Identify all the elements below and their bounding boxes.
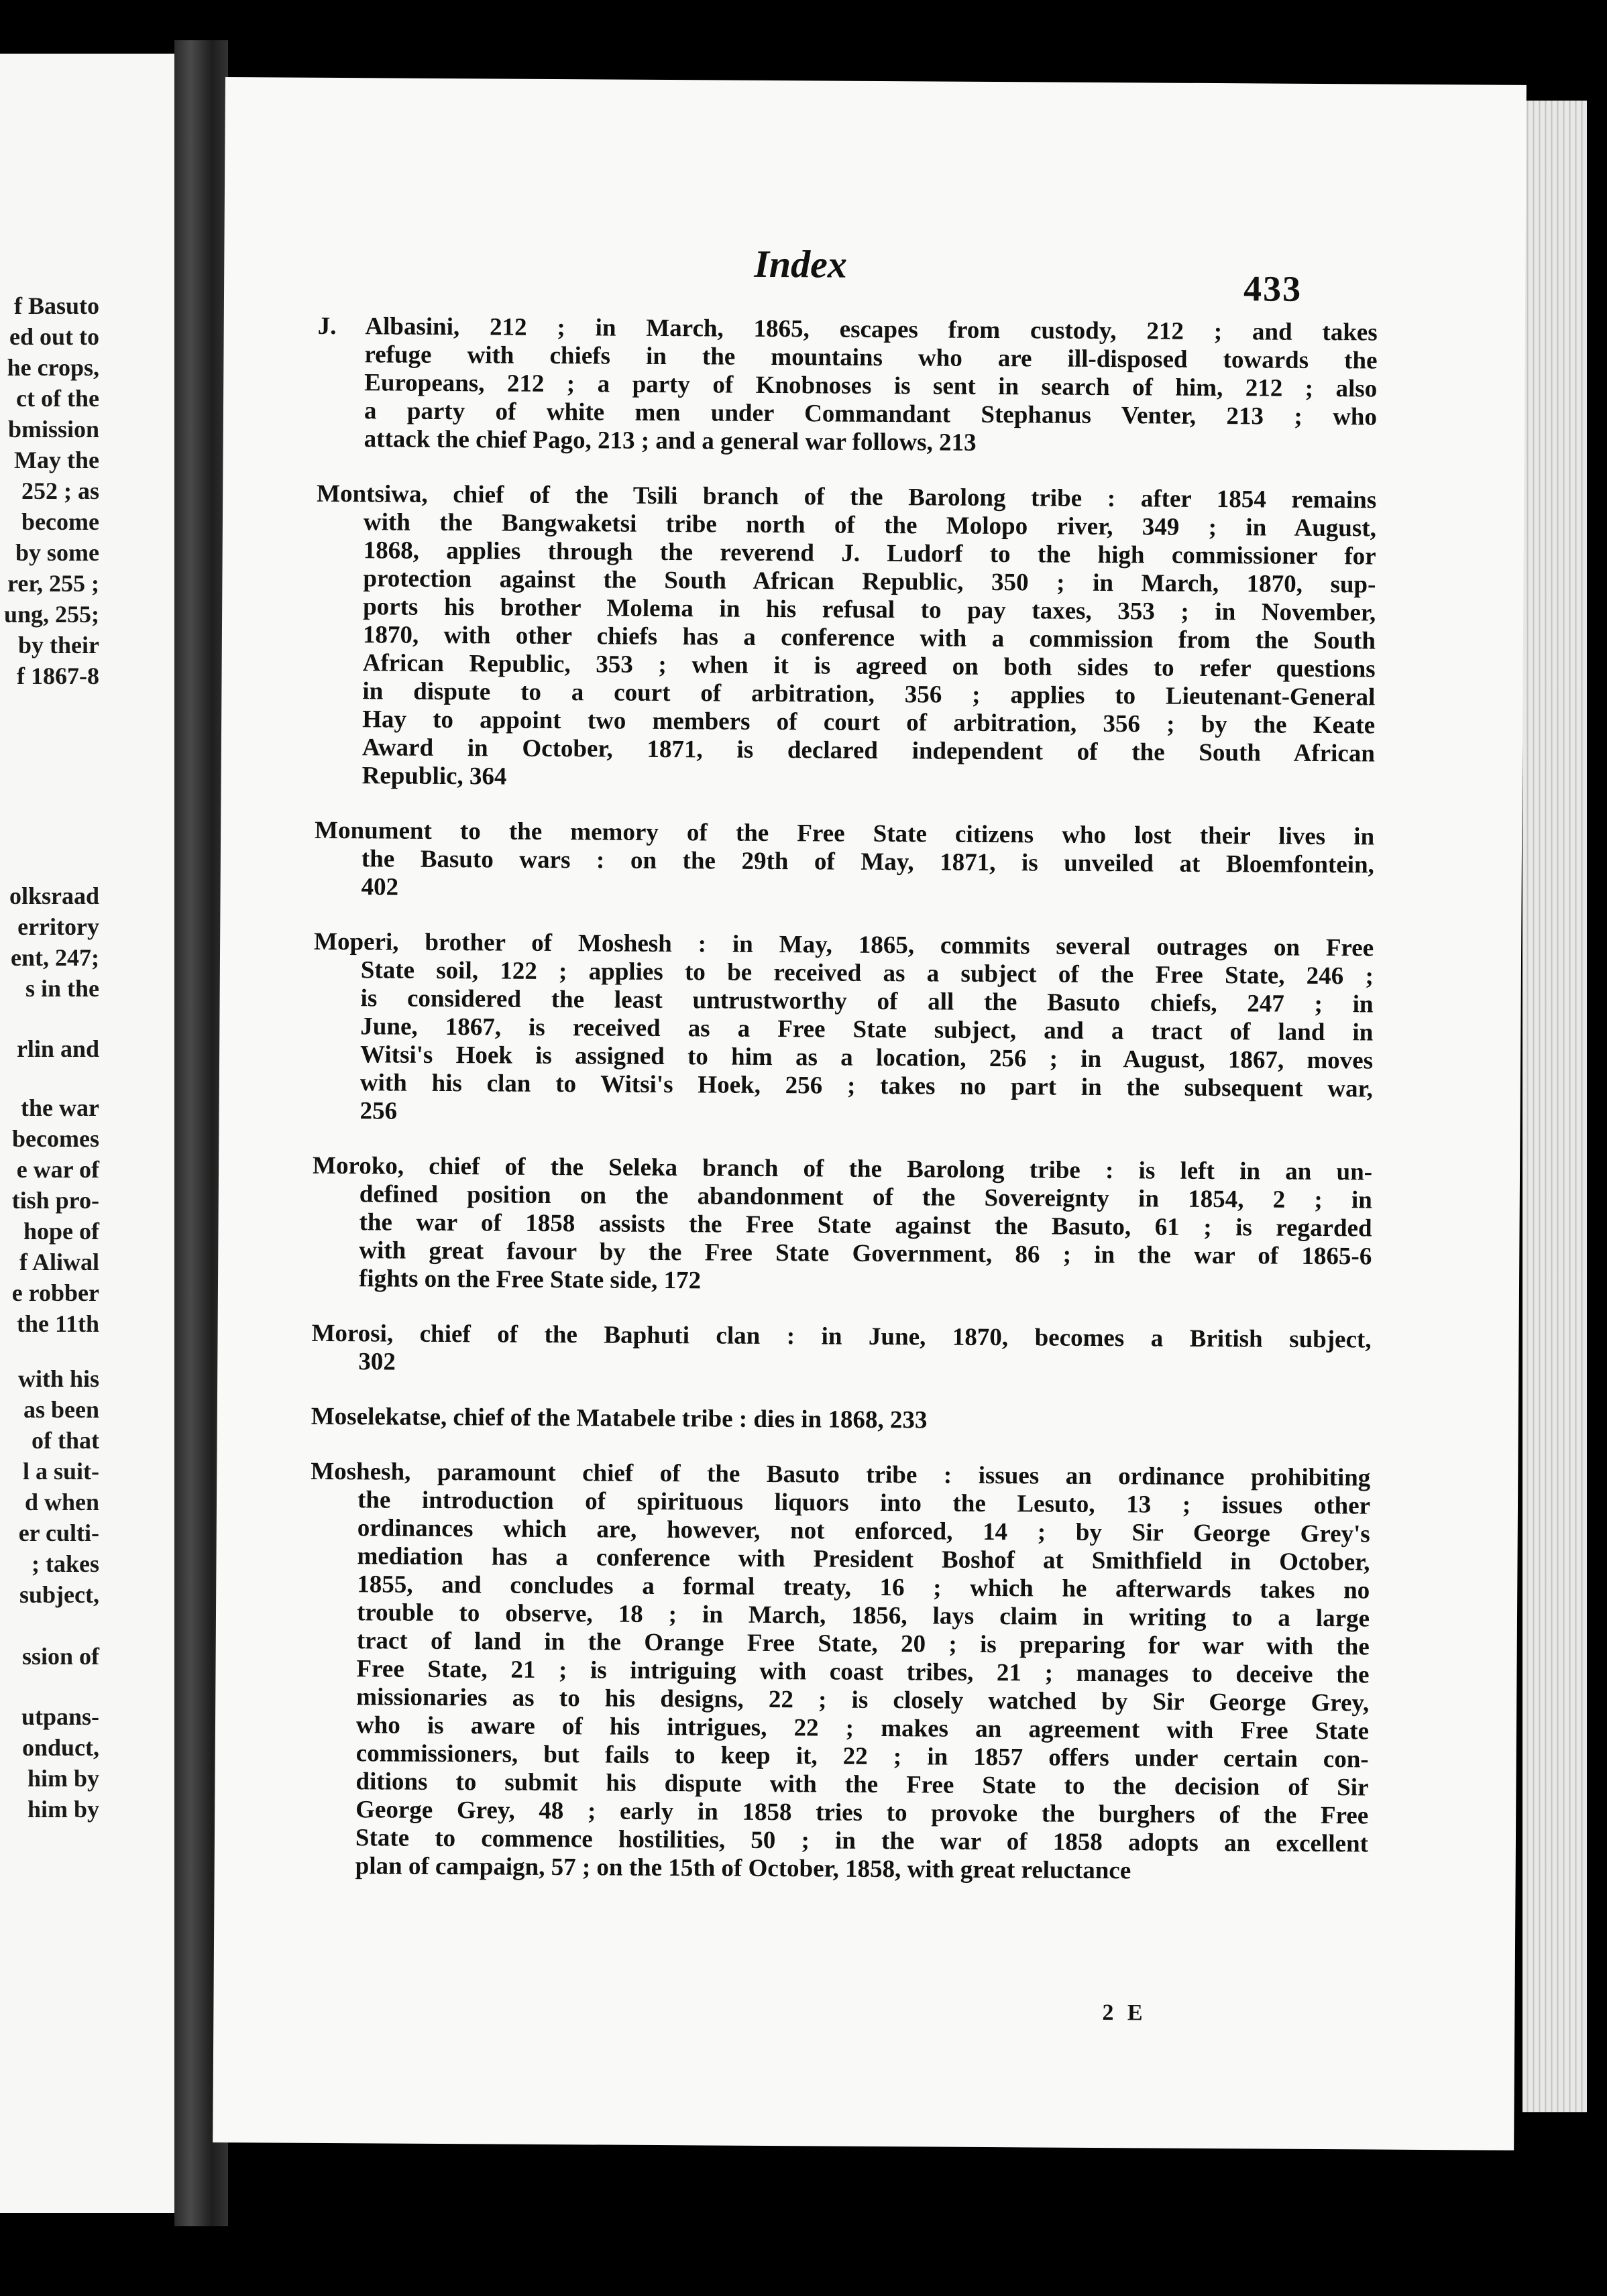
index-entry-line: protection against the South African Republic, 350 ; in March, 1870, sup- <box>363 565 1376 599</box>
page-number: 433 <box>1243 268 1303 309</box>
index-entry-line: State to commence hostilities, 50 ; in the war of 1858 adopts an excellent <box>355 1824 1369 1858</box>
index-entry-line: refuge with chiefs in the mountains who are ill-disposed towards the <box>364 341 1378 375</box>
index-entry-line: the war of 1858 assists the Free State against the Basuto, 61 ; is regarded <box>359 1208 1372 1243</box>
index-entry-line: the Basuto wars : on the 29th of May, 1871, is unveiled at Bloemfontein, <box>361 845 1374 879</box>
previous-page-line: e war of <box>16 1156 99 1183</box>
index-entry-heading-line: Moselekatse, chief of the Matabele tribe : dies in 1868, 233 <box>311 1402 928 1434</box>
index-entry-line: African Republic, 353 ; when it is agreed on both sides to refer questions <box>362 649 1376 683</box>
index-entry-line: is considered the least untrustworthy of all the Basuto chiefs, 247 ; in <box>360 984 1374 1019</box>
previous-page-line: rer, 255 ; <box>7 570 99 597</box>
index-entry-heading-line: Moshesh, paramount chief of the Basuto tribe : issues an ordinance prohibiting <box>311 1457 1371 1492</box>
index-entry-heading-line: Morosi, chief of the Baphuti clan : in June, 1870, becomes a British subject, <box>311 1319 1372 1354</box>
index-entry-line: Award in October, 1871, is declared independent of the South African <box>362 734 1375 768</box>
previous-page-fragment <box>0 54 174 2213</box>
previous-page-line: become <box>21 508 99 535</box>
previous-page-line: s in the <box>25 975 99 1002</box>
index-entry-moshesh <box>309 1458 1371 1887</box>
index-entry-heading-line: Moroko, chief of the Seleka branch of the Barolong tribe : is left in an un- <box>312 1151 1373 1186</box>
previous-page-line: d when <box>24 1489 99 1515</box>
previous-page-line: as been <box>23 1396 99 1423</box>
index-entry-line: 1868, applies through the reverend J. Ludorf to the high commissioner for <box>363 536 1376 571</box>
previous-page-line: he crops, <box>7 354 99 381</box>
index-entry-line: 256 <box>359 1097 398 1125</box>
signature-mark: 2 E <box>1102 2000 1147 2026</box>
previous-page-line: ent, 247; <box>11 944 99 971</box>
previous-page-line: f Basuto <box>13 292 99 319</box>
previous-page-line: ; takes <box>32 1550 99 1577</box>
previous-page-line: bmission <box>7 416 99 443</box>
index-entry-line: plan of campaign, 57 ; on the 15th of October, 1858, with great reluctance <box>355 1852 1131 1885</box>
index-entry-line: fights on the Free State side, 172 <box>358 1265 702 1295</box>
index-entry-montsiwa <box>315 480 1377 797</box>
index-entry-line: 1870, with other chiefs has a conference with a commission from the South <box>362 621 1376 655</box>
index-entry-line: with great favour by the Free State Government, 86 ; in the war of 1865-6 <box>359 1237 1372 1271</box>
index-entry-monument <box>314 817 1374 908</box>
previous-page-line: 252 ; as <box>21 477 99 504</box>
previous-page-line: utpans- <box>21 1703 99 1730</box>
previous-page-line: with his <box>17 1365 99 1392</box>
index-entry-line: Europeans, 212 ; a party of Knobnoses is sent in search of him, 212 ; also <box>364 369 1378 403</box>
previous-page-line: him by <box>27 1765 99 1792</box>
index-entry-heading-line: Montsiwa, chief of the Tsili branch of the Barolong tribe : after 1854 remains <box>317 479 1377 514</box>
index-entry-line: in dispute to a court of arbitration, 356 ; applies to Lieutenant-General <box>362 677 1376 711</box>
index-entry-line: 402 <box>361 873 399 901</box>
index-entry-heading-line: Moperi, brother of Moshesh : in May, 1865, commits several outrages on Free <box>314 927 1374 962</box>
index-entry-line: mediation has a conference with President Boshof at Smithfield in October, <box>357 1542 1370 1576</box>
index-entry-heading-line: J. Albasini, 212 ; in March, 1865, escapes from custody, 212 ; and takes <box>317 312 1378 347</box>
previous-page-line: er culti- <box>18 1519 99 1546</box>
index-entry-line: State soil, 122 ; applies to be received as a subject of the Free State, 246 ; <box>360 956 1374 990</box>
previous-page-line: f Aliwal <box>19 1249 99 1275</box>
previous-page-line: him by <box>27 1796 99 1823</box>
previous-page-line: the war <box>21 1094 99 1121</box>
index-entry-line: commissioners, but fails to keep it, 22 ; in 1857 offers under certain con- <box>355 1739 1369 1774</box>
previous-page-line: f 1867-8 <box>17 663 99 689</box>
previous-page-line: hope of <box>23 1218 99 1245</box>
index-entry-line: trouble to observe, 18 ; in March, 1856, lays claim in writing to a large <box>356 1599 1370 1633</box>
previous-page-line: of that <box>32 1427 99 1454</box>
index-entry-line: 302 <box>358 1348 396 1376</box>
page-header-title: Index <box>754 241 848 286</box>
previous-page-line: tish pro- <box>11 1187 99 1214</box>
index-entry-line: ports his brother Molema in his refusal to pay taxes, 353 ; in November, <box>363 593 1376 627</box>
previous-page-line: ct of the <box>16 385 99 412</box>
index-entry-line: ditions to submit his dispute with the Free State to the decision of Sir <box>355 1768 1369 1802</box>
previous-page-line: subject, <box>19 1581 99 1608</box>
index-entry-heading-line: Monument to the memory of the Free State citizens who lost their lives in <box>315 816 1375 851</box>
previous-page-line: olksraad <box>9 882 99 909</box>
previous-page-line: erritory <box>17 913 99 940</box>
previous-page-line: e robber <box>11 1279 99 1306</box>
index-entry-line: the introduction of spirituous liquors into the Lesuto, 13 ; issues other <box>357 1486 1371 1520</box>
index-entries <box>308 312 1377 1914</box>
previous-page-line: ung, 255; <box>3 601 99 628</box>
index-entry-morosi <box>311 1320 1371 1383</box>
index-entry-albasini-continued <box>317 312 1378 460</box>
index-page <box>213 77 1527 2150</box>
index-entry-line: Witsi's Hoek is assigned to him as a location, 256 ; in August, 1867, moves <box>359 1041 1374 1075</box>
previous-page-line: the 11th <box>16 1310 99 1337</box>
index-entry-line: defined position on the abandonment of the Sovereignty in 1854, 2 ; in <box>359 1180 1372 1214</box>
previous-page-line: rlin and <box>16 1035 99 1062</box>
previous-page-line: by their <box>18 632 99 658</box>
index-entry-line: 1855, and concludes a formal treaty, 16 ; which he afterwards takes no <box>357 1570 1370 1605</box>
previous-page-line: by some <box>15 539 99 566</box>
page-edges <box>1522 101 1587 2112</box>
index-entry-line: June, 1867, is received as a Free State subject, and a tract of land in <box>360 1013 1374 1047</box>
previous-page-line: l a suit- <box>22 1458 99 1485</box>
previous-page-line: May the <box>14 447 99 473</box>
index-entry-line: George Grey, 48 ; early in 1858 tries to provoke the burghers of the Free <box>355 1796 1369 1830</box>
index-entry-line: who is aware of his intrigues, 22 ; makes an agreement with Free State <box>355 1711 1370 1745</box>
previous-page-line: becomes <box>12 1125 99 1152</box>
index-entry-line: a party of white men under Commandant Stephanus Venter, 213 ; who <box>364 397 1378 431</box>
index-entry-line: missionaries as to his designs, 22 ; is closely watched by Sir George Grey, <box>356 1683 1370 1717</box>
index-entry-line: Free State, 21 ; is intriguing with coast tribes, 21 ; manages to deceive the <box>356 1655 1370 1689</box>
index-entry-line: ordinances which are, however, not enforced, 14 ; by Sir George Grey's <box>357 1514 1370 1548</box>
index-entry-moperi <box>313 928 1374 1132</box>
index-entry-line: Republic, 364 <box>362 762 507 791</box>
index-entry-line: tract of land in the Orange Free State, 20 ; is preparing for war with the <box>356 1627 1370 1661</box>
index-entry-moroko <box>312 1152 1372 1300</box>
previous-page-line: ed out to <box>9 323 99 350</box>
index-entry-moselekatse <box>311 1403 1371 1438</box>
previous-page-line: onduct, <box>21 1734 99 1761</box>
index-entry-line: with his clan to Witsi's Hoek, 256 ; takes no part in the subsequent war, <box>359 1069 1373 1103</box>
index-entry-line: with the Bangwaketsi tribe north of the Molopo river, 349 ; in August, <box>363 508 1377 542</box>
index-entry-line: Hay to appoint two members of court of arbitration, 356 ; by the Keate <box>362 705 1376 740</box>
previous-page-line: ssion of <box>21 1643 99 1670</box>
index-entry-line: attack the chief Pago, 213 ; and a general war follows, 213 <box>364 425 977 457</box>
